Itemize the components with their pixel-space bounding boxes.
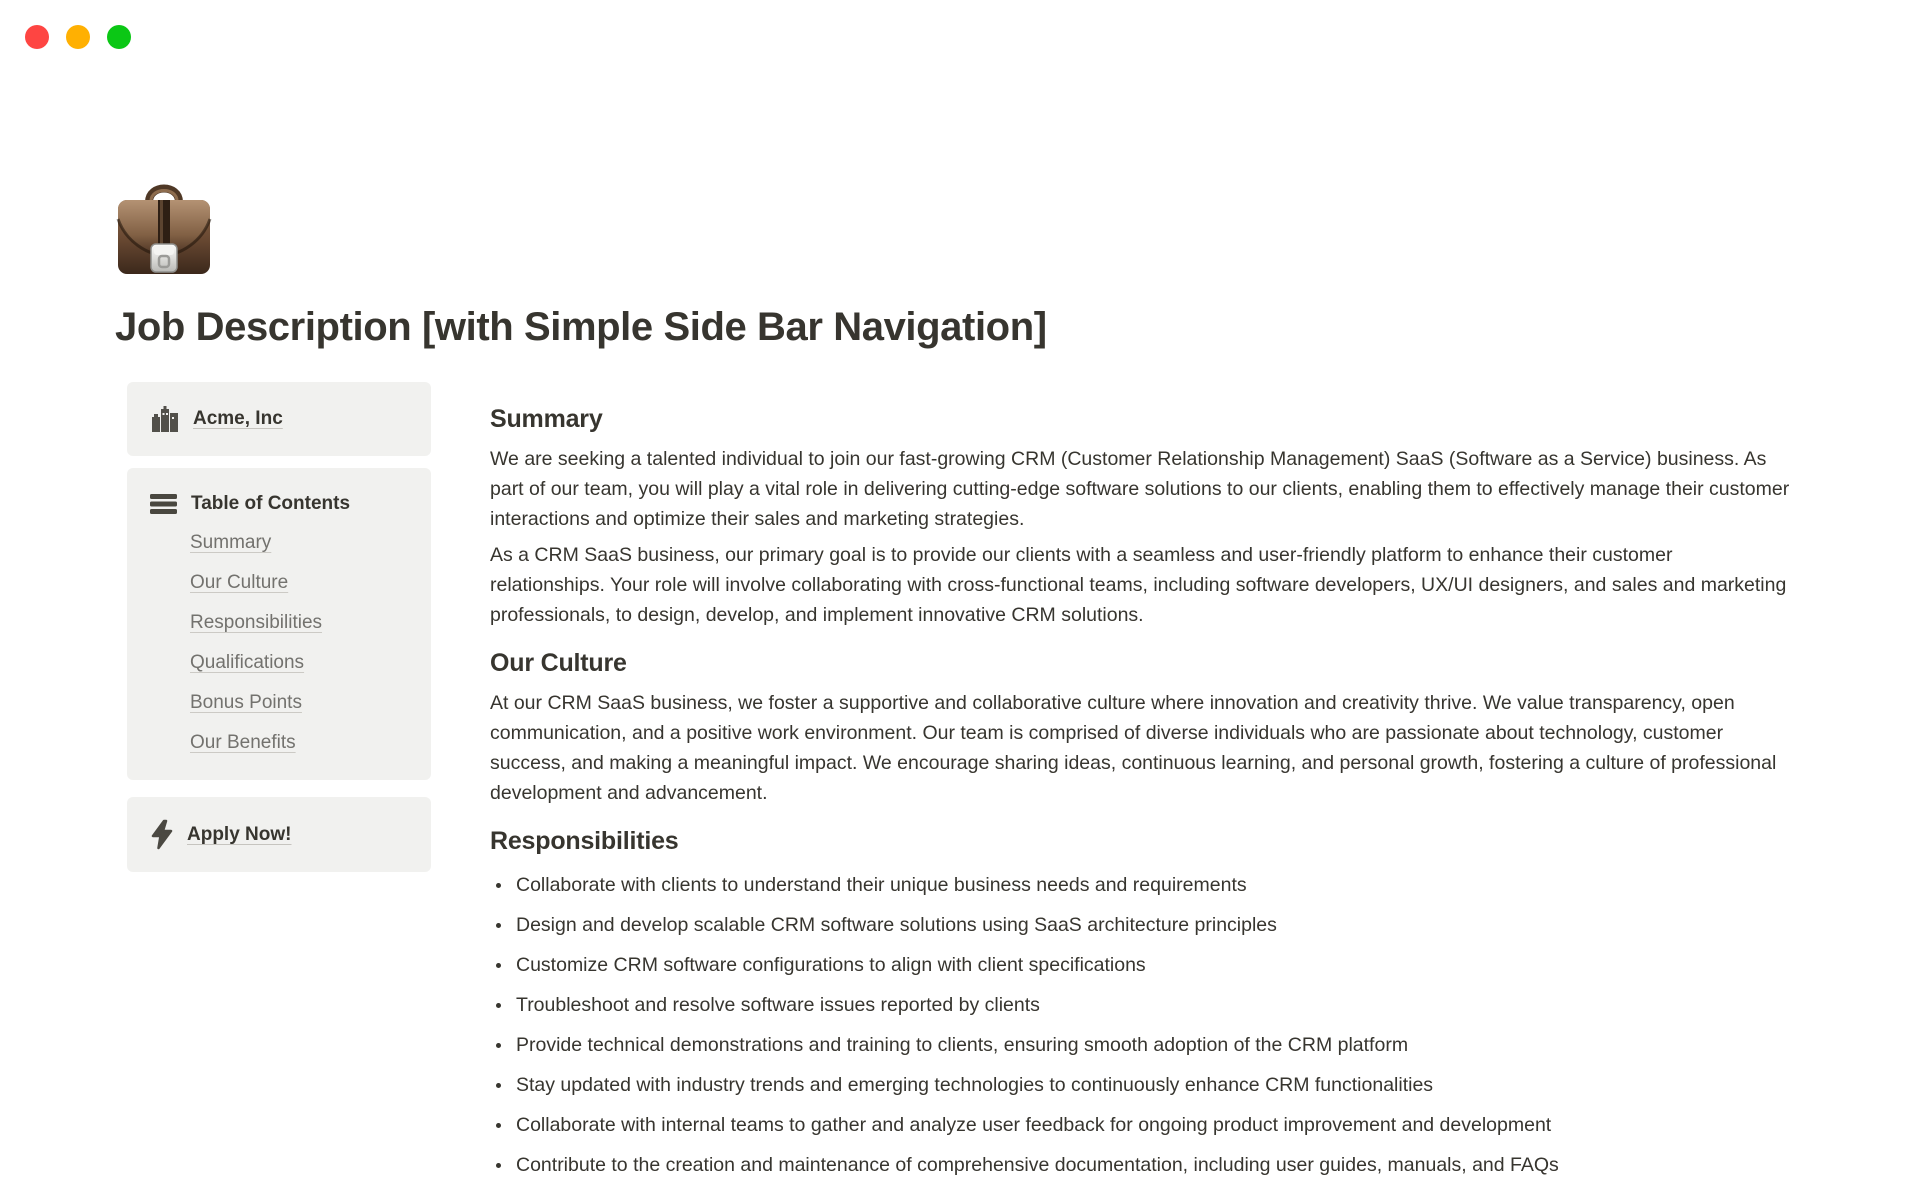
summary-paragraph-2: As a CRM SaaS business, our primary goal is to provide our clients with a seamless and user-friendly platform to enhance their customer relationships. Your role will involve collaborating with cross-functional teams, including software developers, UX/UI designers, and sales and marketing professionals, to design, develop, and implement innovative CRM solutions.: [490, 544, 1787, 626]
company-link[interactable]: Acme, Inc: [193, 408, 283, 429]
buildings-icon: [150, 404, 180, 434]
close-window-button[interactable]: [25, 25, 49, 49]
zoom-window-button[interactable]: [107, 25, 131, 49]
table-of-contents-card: [127, 468, 431, 780]
apply-now-link[interactable]: Apply Now!: [187, 823, 292, 845]
toc-link-our-culture[interactable]: Our Culture: [190, 572, 289, 593]
list-item: • Collaborate with clients to understand their unique business needs and requirements: [513, 870, 1790, 900]
sidebar: [127, 382, 431, 872]
toc-link-responsibilities[interactable]: Responsibilities: [190, 612, 323, 633]
toc-link-our-benefits[interactable]: Our Benefits: [190, 732, 296, 753]
briefcase-icon[interactable]: [115, 176, 213, 276]
section-heading-our-culture: Our Culture: [490, 649, 627, 677]
list-item: • Stay updated with industry trends and emerging technologies to continuously enhance CRM functionalities: [513, 1070, 1790, 1100]
toc-link-qualifications[interactable]: Qualifications: [190, 652, 305, 673]
summary-paragraph-1: We are seeking a talented individual to join our fast-growing CRM (Customer Relationship Management) SaaS (Software as a Service) business. As part of our team, you will play a vital role in delivering cutting-edge software solutions to our clients, enabling them to effectively manage their customer interactions and optimize their sales and marketing strategies.: [490, 448, 1790, 530]
toc-links: [190, 532, 408, 754]
page-title[interactable]: Job Description [with Simple Side Bar Navigation]: [115, 305, 1047, 349]
toc-title: Table of Contents: [191, 493, 351, 514]
window-controls: [25, 25, 131, 49]
list-item: • Customize CRM software configurations to align with client specifications: [513, 950, 1790, 980]
document-content: [490, 382, 1790, 1190]
section-heading-responsibilities: Responsibilities: [490, 827, 679, 855]
list-item: • Collaborate with internal teams to gather and analyze user feedback for ongoing product improvement and development: [513, 1110, 1790, 1140]
responsibilities-list: [490, 870, 1790, 1180]
toc-header: [150, 492, 408, 516]
list-item: • Troubleshoot and resolve software issues reported by clients: [513, 990, 1790, 1020]
our-culture-paragraph: At our CRM SaaS business, we foster a supportive and collaborative culture where innovation and creativity thrive. We value transparency, open communication, and a positive work environment. Our team is comprised of diverse individuals who are passionate about technology, customer success, and making a meaningful impact. We encourage sharing ideas, continuous learning, and personal growth, fostering a culture of professional development and advancement.: [490, 692, 1777, 804]
toc-link-summary[interactable]: Summary: [190, 532, 272, 553]
toc-link-bonus-points[interactable]: Bonus Points: [190, 692, 302, 713]
section-heading-summary: Summary: [490, 405, 603, 433]
minimize-window-button[interactable]: [66, 25, 90, 49]
list-item: • Design and develop scalable CRM software solutions using SaaS architecture principles: [513, 910, 1790, 940]
company-card: [127, 382, 431, 456]
menu-icon: [150, 492, 177, 516]
list-item: • Contribute to the creation and maintenance of comprehensive documentation, including user guides, manuals, and FAQs: [513, 1150, 1790, 1180]
page-body: [115, 382, 1790, 1190]
list-item: • Provide technical demonstrations and training to clients, ensuring smooth adoption of the CRM platform: [513, 1030, 1790, 1060]
lightning-icon: [150, 819, 174, 850]
apply-card: [127, 797, 431, 872]
